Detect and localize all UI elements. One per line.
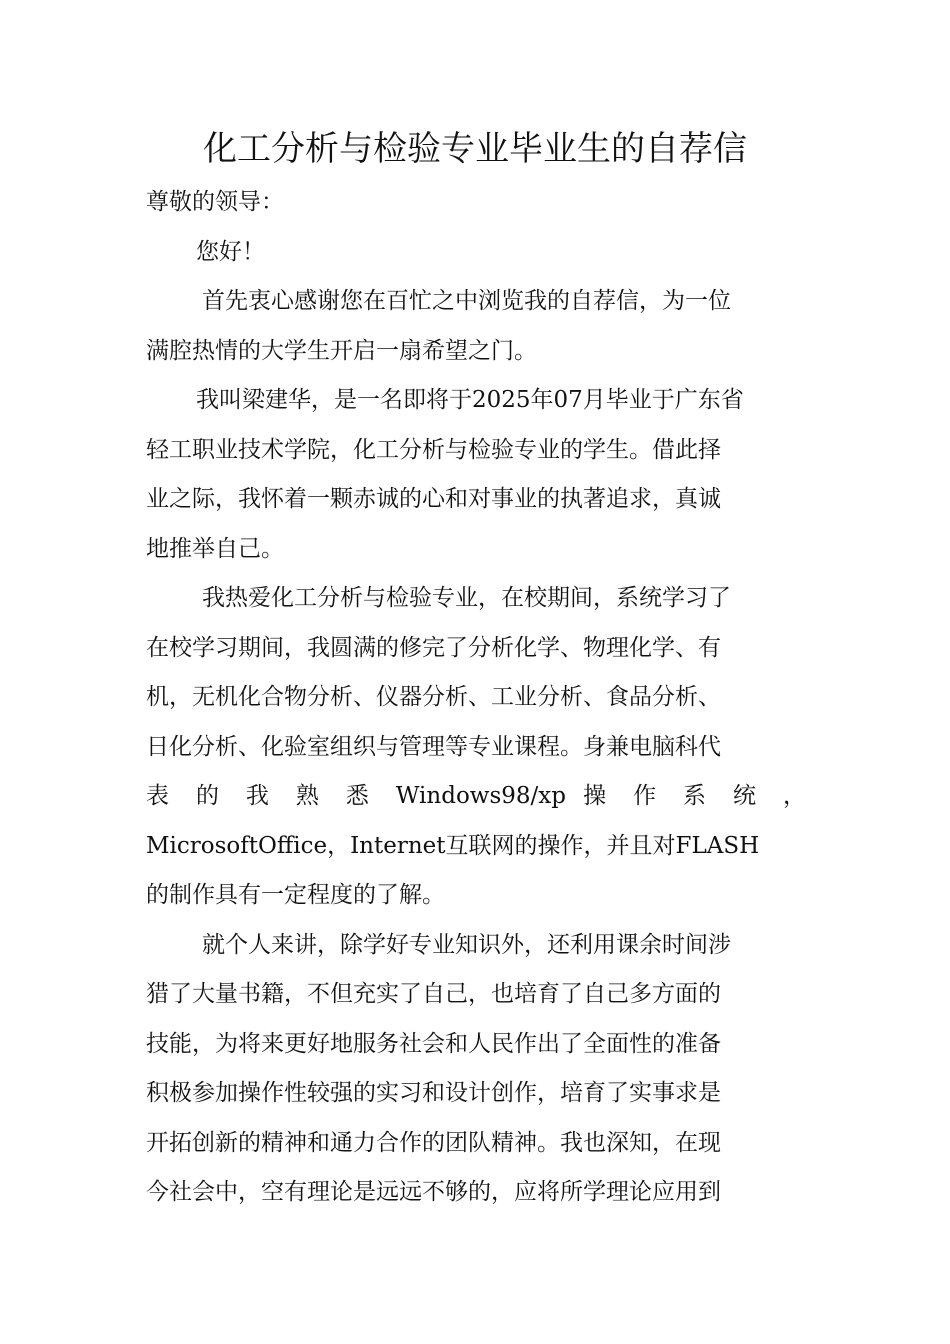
paragraph-line: 技能，为将来更好地服务社会和人民作出了全面性的准备 (146, 1030, 721, 1057)
paragraph-line: 积极参加操作性较强的实习和设计创作，培育了实事求是 (146, 1080, 721, 1106)
paragraph-line: 地推举自己。 (146, 535, 284, 562)
letter-body (146, 178, 806, 1218)
paragraph-line: 开拓创新的精神和通力合作的团队精神。我也深知，在现 (146, 1129, 721, 1156)
paragraph-line: 轻工职业技术学院，化工分析与检验专业的学生。借此择 (146, 436, 721, 463)
document-title: 化工分析与检验专业毕业生的自荐信 (203, 129, 747, 169)
paragraph-line: 今社会中，空有理论是远远不够的，应将所学理论应用到 (146, 1179, 721, 1205)
paragraph-line: 首先衷心感谢您在百忙之中浏览我的自荐信，为一位 (202, 288, 731, 314)
paragraph-line: 的制作具有一定程度的了解。 (146, 882, 445, 908)
paragraph-line: MicrosoftOffice，Internet互联网的操作，并且对FLASH (146, 832, 760, 859)
greeting: 您好！ (196, 238, 265, 265)
paragraph-line: 业之际，我怀着一颗赤诚的心和对事业的执著追求，真诚 (146, 486, 721, 512)
paragraph-line: 机，无机化合物分析、仪器分析、工业分析、食品分析、 (146, 684, 721, 710)
paragraph-line: 在校学习期间，我圆满的修完了分析化学、物理化学、有 (146, 634, 721, 661)
paragraph-line: 表 的 我 熟 悉 Windows98/xp 操 作 系 统 ， (146, 783, 806, 809)
paragraph-line: 就个人来讲，除学好专业知识外，还利用课余时间涉 (202, 931, 731, 958)
paragraph-line: 我热爱化工分析与检验专业，在校期间，系统学习了 (202, 585, 731, 611)
paragraph-line: 猎了大量书籍，不但充实了自己，也培育了自己多方面的 (146, 981, 721, 1007)
salutation: 尊敬的领导： (146, 189, 284, 215)
paragraph-line: 满腔热情的大学生开启一扇希望之门。 (146, 337, 537, 364)
paragraph-line: 日化分析、化验室组织与管理等专业课程。身兼电脑科代 (146, 733, 721, 760)
paragraph-line: 我叫梁建华，是一名即将于2025年07月毕业于广东省 (196, 387, 744, 413)
